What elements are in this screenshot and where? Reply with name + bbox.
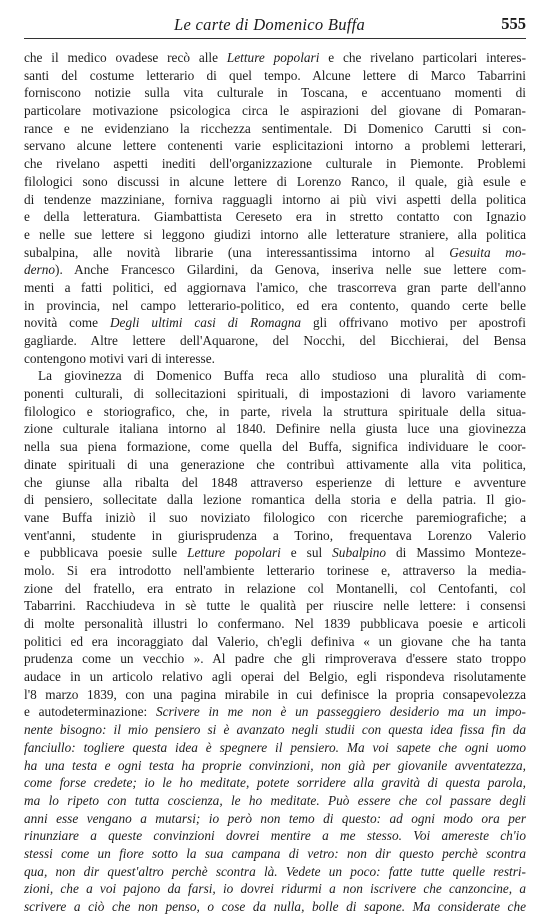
text-line: e pubblicava poesie sulle Letture popolari e sul Subalpino di Massimo Monteze- — [24, 545, 526, 561]
text-line: filologici sono discussi in alcune lettere di Lorenzo Ranco, il quale, già esule e — [24, 173, 526, 189]
text-line: stessi come un fiore sotto la sua campana di vetro: non dir questo perchè scontra — [24, 845, 526, 861]
text-line: zione culturale italiana intorno al 1840. Definire nella giusta luce una giovinezza — [24, 421, 526, 437]
text-line: di tendenze mazziniane, forniva ragguagli intorno ai più vivi aspetti della politica — [24, 191, 526, 207]
body-text — [24, 49, 526, 916]
text-line: dinate spirituali di una generazione che contribuì attivamente alla vita politica, — [24, 456, 526, 472]
text-line: fanciullo: togliere questa idea è spegnere il pensiero. Ma voi sapete che ogni uomo — [24, 739, 526, 755]
text-line: filologico e storiografico, che, in parte, rivela la struttura spirituale della situa- — [24, 403, 526, 419]
text-line: subalpina, alle novità librarie (una interessantissima intorno al Gesuita mo- — [24, 244, 526, 260]
book-page — [24, 12, 526, 916]
text-line: audace in un articolo relativo agli operai del Belgio, egli rispondeva risolutamente — [24, 669, 526, 685]
text-line: politici ed era incoraggiato dal Valerio, ch'egli definiva « un giovane che ha tanta — [24, 633, 526, 649]
text-line: menti a fatti politici, ed aggiornava l'amico, che trascorreva gran parte dell'anno — [24, 279, 526, 295]
text-line: zioni, che a voi pajono da farsi, io dovrei ridurmi a non iscrivere che canzoncine, a — [24, 881, 526, 897]
text-line: che giunse alla ribalta del 1848 attraverso esperienze di letture e avventure — [24, 474, 526, 490]
text-line: qua, non dir quest'altro perchè scontra là. Vedete un poco: fatte tutte quelle restri- — [24, 863, 526, 879]
text-line: ha una testa e ogni testa ha proprie convinzioni, non già per giovanile avventatezza, — [24, 757, 526, 773]
text-line: derno). Anche Francesco Gilardini, da Genova, inseriva nelle sue lettere com- — [24, 262, 526, 278]
text-line: e nelle sue lettere si leggono giudizi intorno alle letterature straniere, alla politica — [24, 226, 526, 242]
text-line: scrivere a ciò che non penso, o cose da nulla, bolle di sapone. Ma considerate che — [24, 899, 526, 914]
text-line: servano alcune lettere contenenti varie esplicitazioni intorno a problemi letterari, — [24, 138, 526, 154]
text-line: di molte personalità illustri lo confermano. Nel 1839 pubblicava poesie e articoli — [24, 616, 526, 631]
text-line: particolare motivazione psicologica circa le aspirazioni del giovane di Pomaran- — [24, 103, 526, 119]
text-line: l'8 marzo 1839, con una pagina mirabile in cui definisce la propria consapevolezza — [24, 686, 526, 702]
text-line: contengono motivi vari di interesse. — [24, 350, 215, 366]
text-line: zione del fratello, era entrato in relazione col Montanelli, col Centofanti, col — [24, 580, 526, 596]
text-line: gagliarde. Altre lettere dell'Aquarone, del Nocchi, del Bicchierai, del Bensa — [24, 333, 526, 348]
text-line: vent'anni, studente in giurisprudenza a Torino, frequentava Lorenzo Valerio — [24, 527, 526, 543]
text-line: ponenti culturali, di sollecitazioni spirituali, di impostazioni di lavoro variamente — [24, 386, 526, 402]
text-line: prudenza come un vecchio ». Al padre che gli rimproverava d'essere stato troppo — [24, 651, 526, 667]
text-line: e autodeterminazione: Scrivere in me non è un passeggiero desiderio ma un impo- — [24, 704, 526, 720]
text-line: novità come Degli ultimi casi di Romagna gli offrivano motivo per apostrofi — [24, 315, 526, 331]
running-header — [24, 12, 526, 39]
text-line: nente bisogno: il mio pensiero si è avanzato negli studii con questa idea fissa fin da — [24, 722, 526, 738]
text-line: che il medico ovadese recò alle Letture popolari e che rivelano particolari interes- — [24, 50, 526, 65]
text-line: nella sua piena formazione, come quella del Buffa, significa individuare le coor- — [24, 439, 526, 455]
text-line: di pensiero, sollecitate dalla lezione romantica della storia e della patria. Il gio- — [24, 492, 526, 508]
text-line: ma lo ripeto con tutta coscienza, le ho meditate. Può essere che col passare degli — [24, 792, 526, 808]
text-line: molo. Si era introdotto nell'ambiente letterario torinese e, attraverso la media- — [24, 562, 526, 578]
text-line: e della letteratura. Giambattista Cereseto era in stretto contatto con Ignazio — [24, 209, 526, 225]
text-line: vane Buffa iniziò il suo noviziato filologico con ricerche paremiografiche; a — [24, 509, 526, 525]
text-line: rance e ne evidenziano la ricchezza sentimentale. Di Domenico Carutti si con- — [24, 120, 526, 136]
text-line: come forse credete; io le ho meditate, potete sorridere alla gravità di questa parola, — [24, 775, 526, 791]
running-title: Le carte di Domenico Buffa — [174, 15, 366, 34]
text-line: che rivelano aspetti inediti dell'organizzazione culturale in Piemonte. Problemi — [24, 156, 526, 172]
text-line: in provincia, nel campo letterario-politico, ed era contento, quando certe belle — [24, 297, 526, 313]
text-line: forniscono notizie sulla vita culturale in Toscana, e accentuano momenti di — [24, 85, 526, 101]
text-line: rinunziare a queste convinzioni dovrei mentire a me stesso. Voi amereste ch'io — [24, 828, 526, 844]
text-line: santi del costume letterario di quel tempo. Alcune lettere di Marco Tabarrini — [24, 67, 526, 83]
text-line: Tabarrini. Racchiudeva in sè tutte le qualità per riuscire nelle lettere: i consensi — [24, 598, 526, 614]
text-line: anni esse vengano a mutarsi; io però non temo di questo: ad ogni modo ora per — [24, 810, 526, 826]
page-number: 555 — [501, 14, 526, 33]
text-line: La giovinezza di Domenico Buffa reca allo studioso una pluralità di com- — [38, 368, 526, 384]
